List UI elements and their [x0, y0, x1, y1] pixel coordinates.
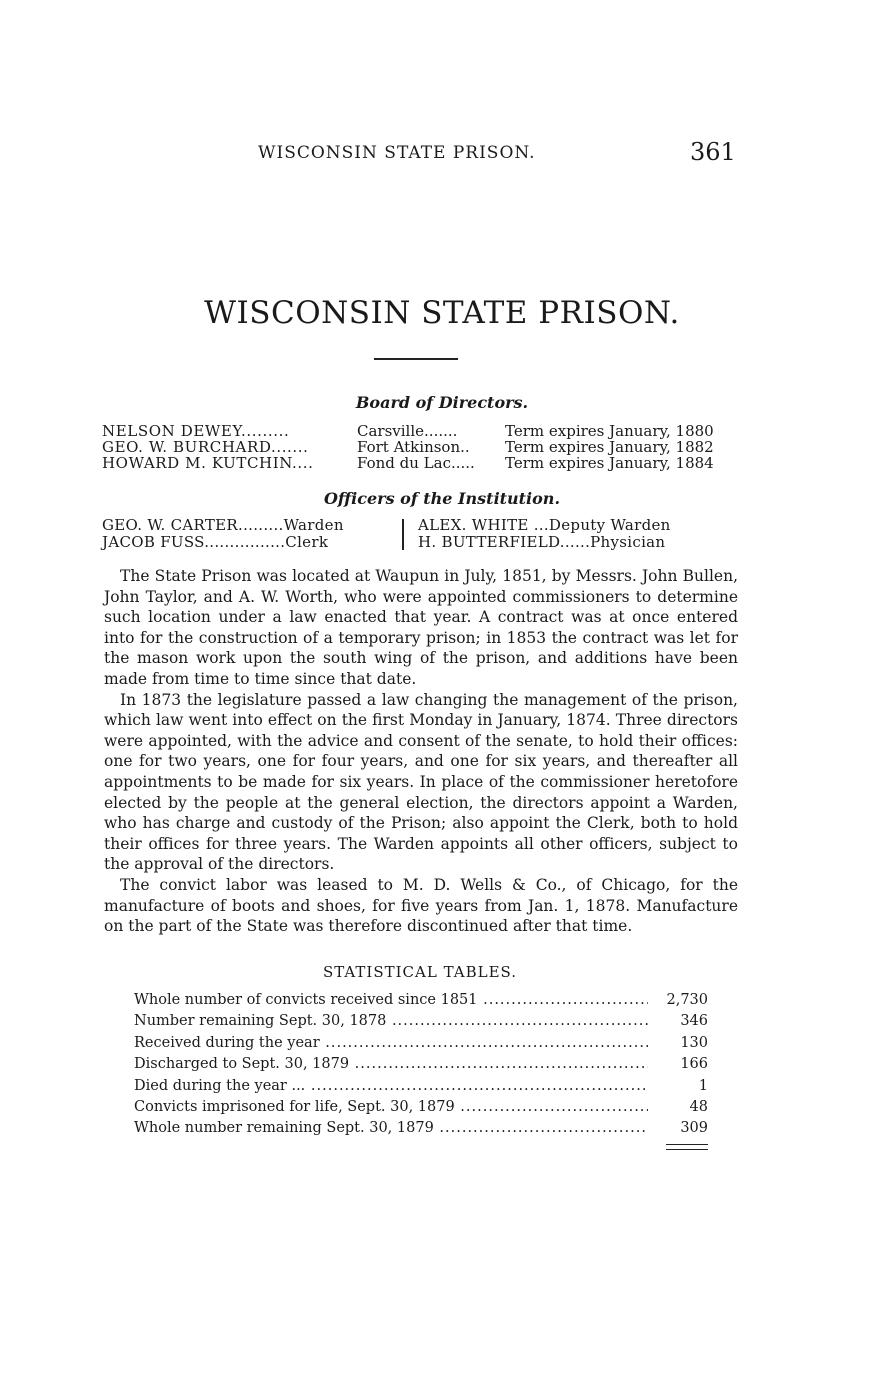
- board-member-row: [102, 423, 742, 439]
- officer-entry: ALEX. WHITE ...Deputy Warden: [418, 516, 671, 534]
- board-member-row: [102, 455, 742, 471]
- paragraph: The State Prison was located at Waupun in July, 1851, by Messrs. John Bullen, John Taylor, and A. W. Worth, who were appointed commissioners to determine such location under a law enacted that year. A contract was at once entered into for the construction of a temporary prison; in 1853 the contract was let for the mason work upon the south wing of the prison, and additions have been made from time to time since that date.: [104, 567, 738, 688]
- member-term: Term expires January, 1880: [505, 422, 714, 440]
- paragraph: In 1873 the legislature passed a law changing the management of the prison, which law went into effect on the first Monday in January, 1874. Three directors were appointed, with the advice and consent of the senate, to hold their offices: one for two years, one for four years, and one for six years, and thereafter all appointments to be made for six years. In place of the commissioner heretofore elected by the people at the general election, the directors appoint a Warden, who has charge and custody of the Prison; also appoint the Clerk, both to hold their offices for three years. The Warden appoints all other officers, subject to the approval of the directors.: [104, 690, 738, 874]
- statistics-value: 346: [680, 1013, 708, 1030]
- member-place: Fort Atkinson..: [357, 438, 470, 456]
- statistics-label: Whole number remaining Sept. 30, 1879 .....: [134, 1118, 648, 1139]
- officer-entry: GEO. W. CARTER.........Warden: [102, 516, 344, 534]
- statistics-row: [134, 1118, 708, 1139]
- statistics-table: [134, 990, 708, 1140]
- member-name: GEO. W. BURCHARD.......: [102, 438, 309, 456]
- statistics-heading: STATISTICAL TABLES.: [322, 963, 518, 981]
- member-place: Fond du Lac.....: [357, 454, 475, 472]
- statistics-row: [134, 990, 708, 1011]
- statistics-row: [134, 1033, 708, 1054]
- statistics-value: 1: [698, 1077, 708, 1094]
- board-member-row: [102, 439, 742, 455]
- page-number: 361: [690, 138, 736, 166]
- statistics-row: [134, 1076, 708, 1097]
- officers-list: [102, 517, 742, 551]
- running-head: WISCONSIN STATE PRISON.: [258, 143, 536, 163]
- member-term: Term expires January, 1884: [505, 454, 714, 472]
- statistics-label: Discharged to Sept. 30, 1879 .....: [134, 1054, 648, 1075]
- board-heading: Board of Directors.: [355, 393, 529, 412]
- statistics-row: [134, 1054, 708, 1075]
- statistics-label: Convicts imprisoned for life, Sept. 30, 1879 .....: [134, 1097, 648, 1118]
- officers-heading: Officers of the Institution.: [323, 489, 561, 508]
- statistics-row: [134, 1011, 708, 1032]
- board-list: [102, 423, 742, 471]
- officers-right-column: [404, 517, 718, 551]
- statistics-label: Received during the year .....: [134, 1033, 648, 1054]
- member-name: NELSON DEWEY.........: [102, 422, 290, 440]
- statistics-value: 166: [680, 1056, 708, 1073]
- statistics-value: 2,730: [666, 992, 708, 1008]
- statistics-value: 48: [689, 1099, 708, 1116]
- page-title: WISCONSIN STATE PRISON.: [204, 295, 680, 331]
- body-text: [104, 566, 738, 937]
- total-double-rule: [666, 1144, 708, 1150]
- paragraph: The convict labor was leased to M. D. Wells & Co., of Chicago, for the manufacture of boots and shoes, for five years from Jan. 1, 1878. Manufacture on the part of the State was therefore discontinued after that time.: [104, 875, 738, 936]
- member-name: HOWARD M. KUTCHIN....: [102, 454, 314, 472]
- member-place: Carsville.......: [357, 422, 458, 440]
- statistics-value: 130: [680, 1034, 708, 1051]
- officers-left-column: [102, 517, 402, 551]
- member-term: Term expires January, 1882: [505, 438, 714, 456]
- statistics-label: Whole number of convicts received since 1851 .....: [134, 990, 648, 1011]
- statistics-label: Number remaining Sept. 30, 1878 .....: [134, 1011, 648, 1032]
- officer-entry: H. BUTTERFIELD......Physician: [418, 533, 666, 551]
- title-divider: [374, 358, 458, 360]
- statistics-row: [134, 1097, 708, 1118]
- statistics-value: 309: [680, 1120, 708, 1137]
- statistics-label: Died during the year ... .....: [134, 1076, 648, 1097]
- officer-entry: JACOB FUSS................Clerk: [102, 533, 329, 551]
